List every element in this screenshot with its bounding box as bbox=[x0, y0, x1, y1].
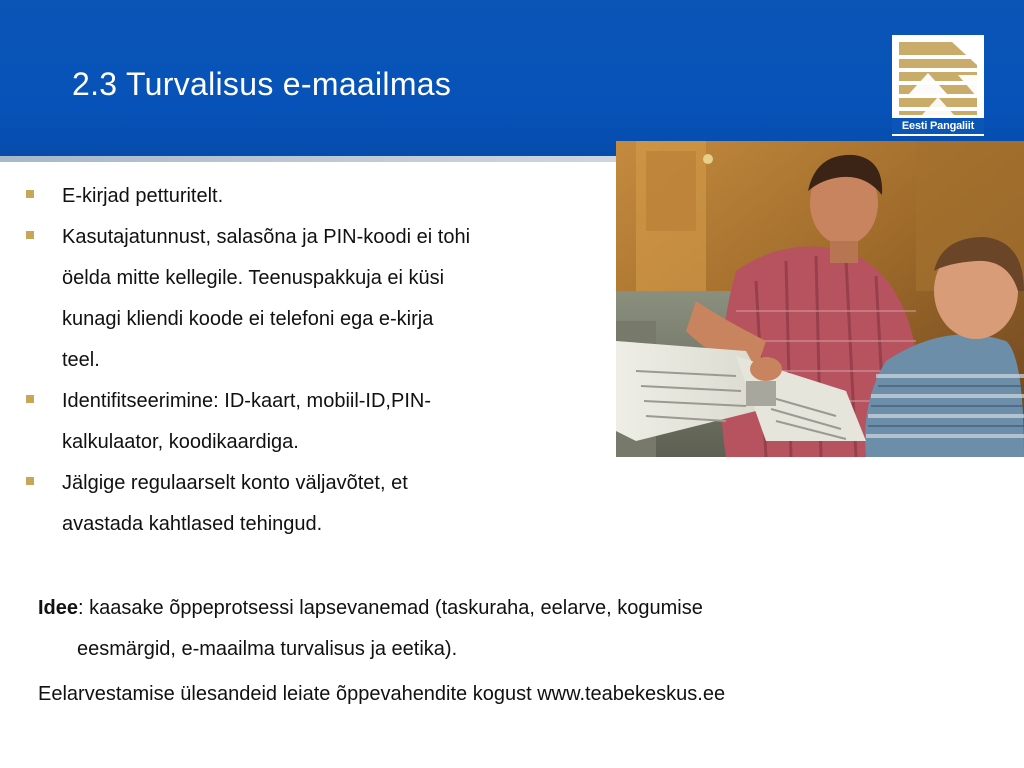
bullet-line: Kasutajatunnust, salasõna ja PIN-koodi ei tohi bbox=[62, 226, 471, 248]
bullet-item bbox=[24, 463, 604, 545]
bullet-item bbox=[24, 217, 604, 381]
bullet-square-icon bbox=[26, 231, 34, 239]
idea-text-line2: eesmärgid, e-maailma turvalisus ja eetika). bbox=[77, 638, 458, 660]
idea-paragraph bbox=[38, 588, 998, 670]
logo-text: Eesti Pangaliit bbox=[892, 118, 984, 134]
idea-text-line1: : kaasake õppeprotsessi lapsevanemad (taskuraha, eelarve, kogumise bbox=[78, 597, 703, 619]
eesti-pangaliit-logo bbox=[892, 35, 984, 136]
bullet-line: avastada kahtlased tehingud. bbox=[62, 513, 323, 535]
idea-label: Idee bbox=[38, 597, 79, 619]
bullet-line: Jälgige regulaarselt konto väljavõtet, et bbox=[62, 472, 408, 494]
bullet-line: E-kirjad petturitelt. bbox=[62, 185, 224, 207]
bullet-square-icon bbox=[26, 190, 34, 198]
bullet-item bbox=[24, 381, 604, 463]
resource-paragraph: Eelarvestamise ülesandeid leiate õppevahendite kogust www.teabekeskus.ee bbox=[38, 683, 726, 705]
bullet-square-icon bbox=[26, 477, 34, 485]
slide-title: 2.3 Turvalisus e-maailmas bbox=[72, 66, 452, 102]
bullet-line: kunagi kliendi koode ei telefoni ega e-kirja bbox=[62, 308, 434, 330]
bullet-line: öelda mitte kellegile. Teenuspakkuja ei küsi bbox=[62, 267, 445, 289]
bullet-item bbox=[24, 176, 604, 217]
bullet-line: kalkulaator, koodikaardiga. bbox=[62, 431, 299, 453]
bullet-square-icon bbox=[26, 395, 34, 403]
bullet-line: Identifitseerimine: ID-kaart, mobiil-ID,PIN- bbox=[62, 390, 431, 412]
bullet-line: teel. bbox=[62, 349, 100, 371]
father-son-newspaper-photo bbox=[616, 141, 1024, 457]
bullet-list bbox=[24, 176, 604, 545]
